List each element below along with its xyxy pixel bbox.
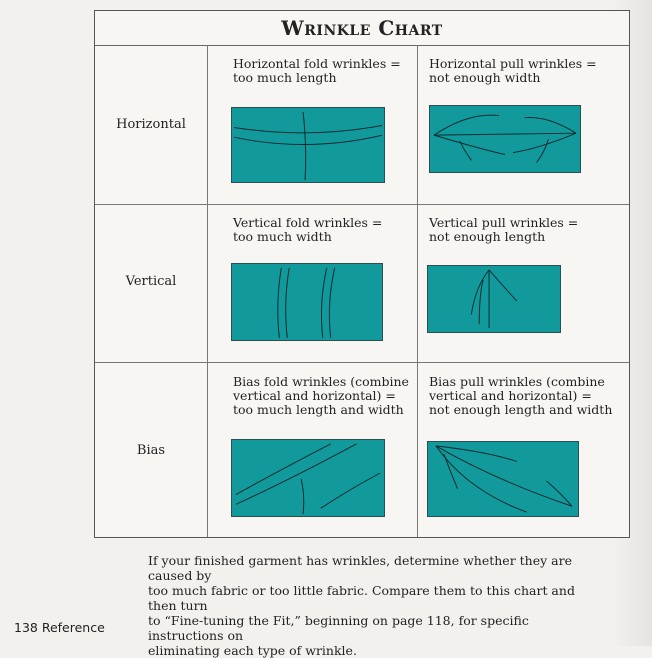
caption-bias-pull: Bias pull wrinkles (combine vertical and horizontal) = not enough length and width	[429, 374, 613, 417]
caption-vertical-pull: Vertical pull wrinkles = not enough length	[429, 215, 579, 244]
row-label-bias: Bias	[136, 443, 166, 458]
column-divider-2	[417, 45, 418, 537]
page-footer	[14, 620, 105, 635]
row-divider-1	[95, 204, 629, 205]
swatch-bias-fold	[231, 439, 385, 517]
chart-title: Wrinkle Chart	[95, 11, 629, 46]
row-label-horizontal: Horizontal	[116, 117, 186, 132]
column-divider-1	[207, 45, 208, 537]
row-label-vertical: Vertical	[125, 274, 177, 289]
swatch-horizontal-fold	[231, 107, 385, 183]
swatch-horizontal-pull	[429, 105, 581, 173]
swatch-bias-pull	[427, 441, 579, 517]
caption-bias-fold: Bias fold wrinkles (combine vertical and horizontal) = too much length and width	[233, 374, 409, 417]
swatch-vertical-fold	[231, 263, 383, 341]
caption-horizontal-pull: Horizontal pull wrinkles = not enough width	[429, 56, 597, 85]
explanatory-paragraph: If your finished garment has wrinkles, determine whether they are caused by too much fabric or too little fabric. Compare them to this chart and then turn to “Fine-tuning the Fit,” beginning on page 118, for specific instructions on eliminating each type of wrinkle.	[148, 553, 575, 658]
caption-horizontal-fold: Horizontal fold wrinkles = too much length	[233, 56, 401, 85]
page-number: 138	[14, 620, 38, 635]
caption-vertical-fold: Vertical fold wrinkles = too much width	[233, 215, 383, 244]
wrinkle-chart	[94, 10, 630, 538]
section-name: Reference	[41, 620, 105, 635]
swatch-vertical-pull	[427, 265, 561, 333]
row-divider-2	[95, 362, 629, 363]
